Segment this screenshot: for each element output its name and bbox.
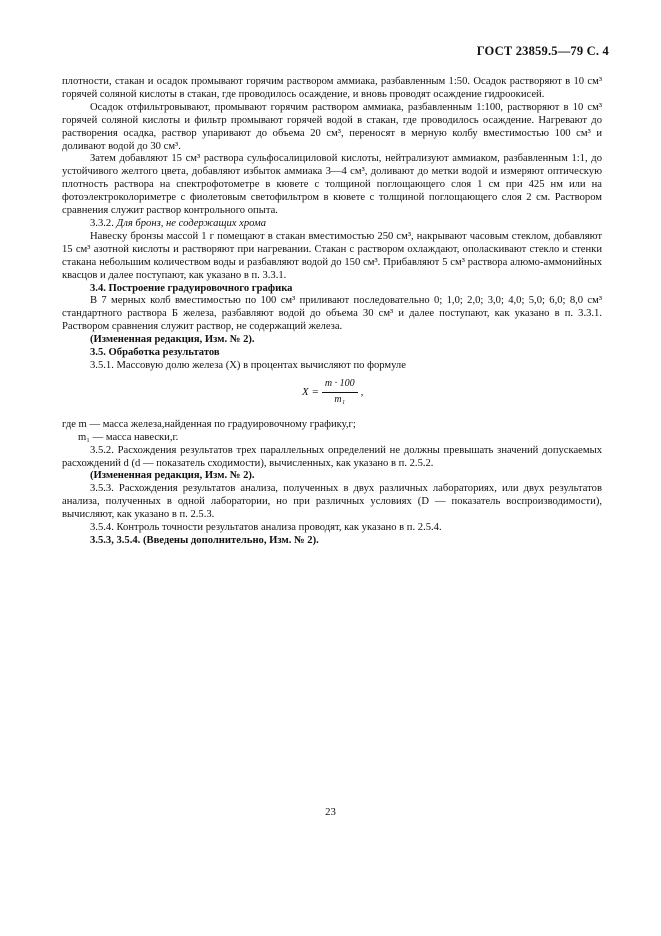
formula [62,378,602,412]
document-body [62,76,602,548]
paragraph-bronze-sample: Навеску бронзы массой 1 г помещают в стакан вместимостью 250 см³, накрывают часовым стеклом, добавляют 15 см³ азотной кислоты и растворяют при нагревании. Стакан с раствором охлаждают, ополаскивают стекло и стенки стакана небольшим количеством воды и разбавляют водой до 150 см³. Прибавляют 5 см³ раствора алюмо-аммонийных квасцов и далее поступают, как указано в п. 3.3.1. [62,230,602,281]
paragraph-continuation: плотности, стакан и осадок промывают горячим раствором аммиака, разбавленным 1:50. Осадок растворяют в 10 см³ горячей соляной кислоты в стакан, где проводилось осаждение, и вновь проводят осаждение гидроокисей. [62,76,602,100]
section-3-4-heading: 3.4. Построение градуировочного графика [90,282,293,294]
formula-numerator: m · 100 [322,378,358,393]
formula-lhs: X = [302,385,319,398]
where-line-2: m₁ — масса навески,г. [78,431,179,443]
section-3-3-2-heading [62,218,602,231]
page-number: 23 [325,806,336,818]
where-line-1: где m — масса железа,найденная по градуировочному графику,г; [62,418,356,430]
paragraph-filtration: Осадок отфильтровывают, промывают горячим раствором аммиака, разбавленным 1:100, растворяют в 10 см³ горячей соляной кислоты и фильтр промывают горячей водой в стакан, где проводилось осаждение. Нагревают до растворения осадка, раствор упаривают до объема 20 см³, переносят в мерную колбу вместимостью 100 см³ и доливают водой до 30 см³. [62,101,602,152]
section-title: Для бронз, не содержащих хрома [116,217,267,229]
formula-denominator: m₁ [334,393,346,405]
page-header: ГОСТ 23859.5—79 С. 4 [476,44,609,58]
edition-note-1: (Измененная редакция, Изм. № 2). [90,334,255,346]
addition-note: 3.5.3, 3.5.4. (Введены дополнительно, Изм. № 2). [90,535,319,546]
edition-note-2: (Измененная редакция, Изм. № 2). [90,470,255,482]
section-3-5-heading: 3.5. Обработка результатов [90,347,220,359]
paragraph-measurement: Затем добавляют 15 см³ раствора сульфосалициловой кислоты, нейтрализуют аммиаком, разбавленным 1:1, до устойчивого желтого цвета, добавляют избыток аммиака 3—4 см³, доливают до метки водой и измеряют оптическую плотность раствора на спектрофотометре в кювете с толщиной поглощающего слоя 1 см при 425 нм или на фотоэлектроколориметре с фиолетовым светофильтром в кювете с толщиной поглощающего слоя 2 см. Раствором сравнения служит раствор контрольного опыта. [62,153,602,217]
paragraph-calibration: В 7 мерных колб вместимостью по 100 см³ приливают последовательно 0; 1,0; 2,0; 3,0; 4,0; 5,0; 6,0; 8,0 см³ стандартного раствора Б железа, разбавляют водой до объема 30 см³ и далее поступают, как указано в п. 3.3.1. Раствором сравнения служит раствор, не содержащий железа. [62,295,602,333]
formula-tail: , [360,385,364,398]
paragraph-3-5-2: 3.5.2. Расхождения результатов трех параллельных определений не должны превышать значений допускаемых расхождений d (d — показатель сходимости), вычисленных, как указано в п. 2.5.2. [62,444,602,469]
formula-expression [302,378,363,407]
formula-fraction [322,378,358,407]
paragraph-3-5-4: 3.5.4. Контроль точности результатов анализа проводят, как указано в п. 2.5.4. [90,522,442,534]
paragraph-3-5-3: 3.5.3. Расхождения результатов анализа, полученных в двух различных лабораториях, или двух результатов анализа, полученных в одной лаборатории, но при различных условиях (D — показатель воспроизводимости), вычисляют, как указано в п. 2.5.3. [62,483,602,521]
paragraph-3-5-1: 3.5.1. Массовую долю железа (X) в процентах вычисляют по формуле [90,359,406,371]
section-number: 3.3.2. [90,217,114,229]
